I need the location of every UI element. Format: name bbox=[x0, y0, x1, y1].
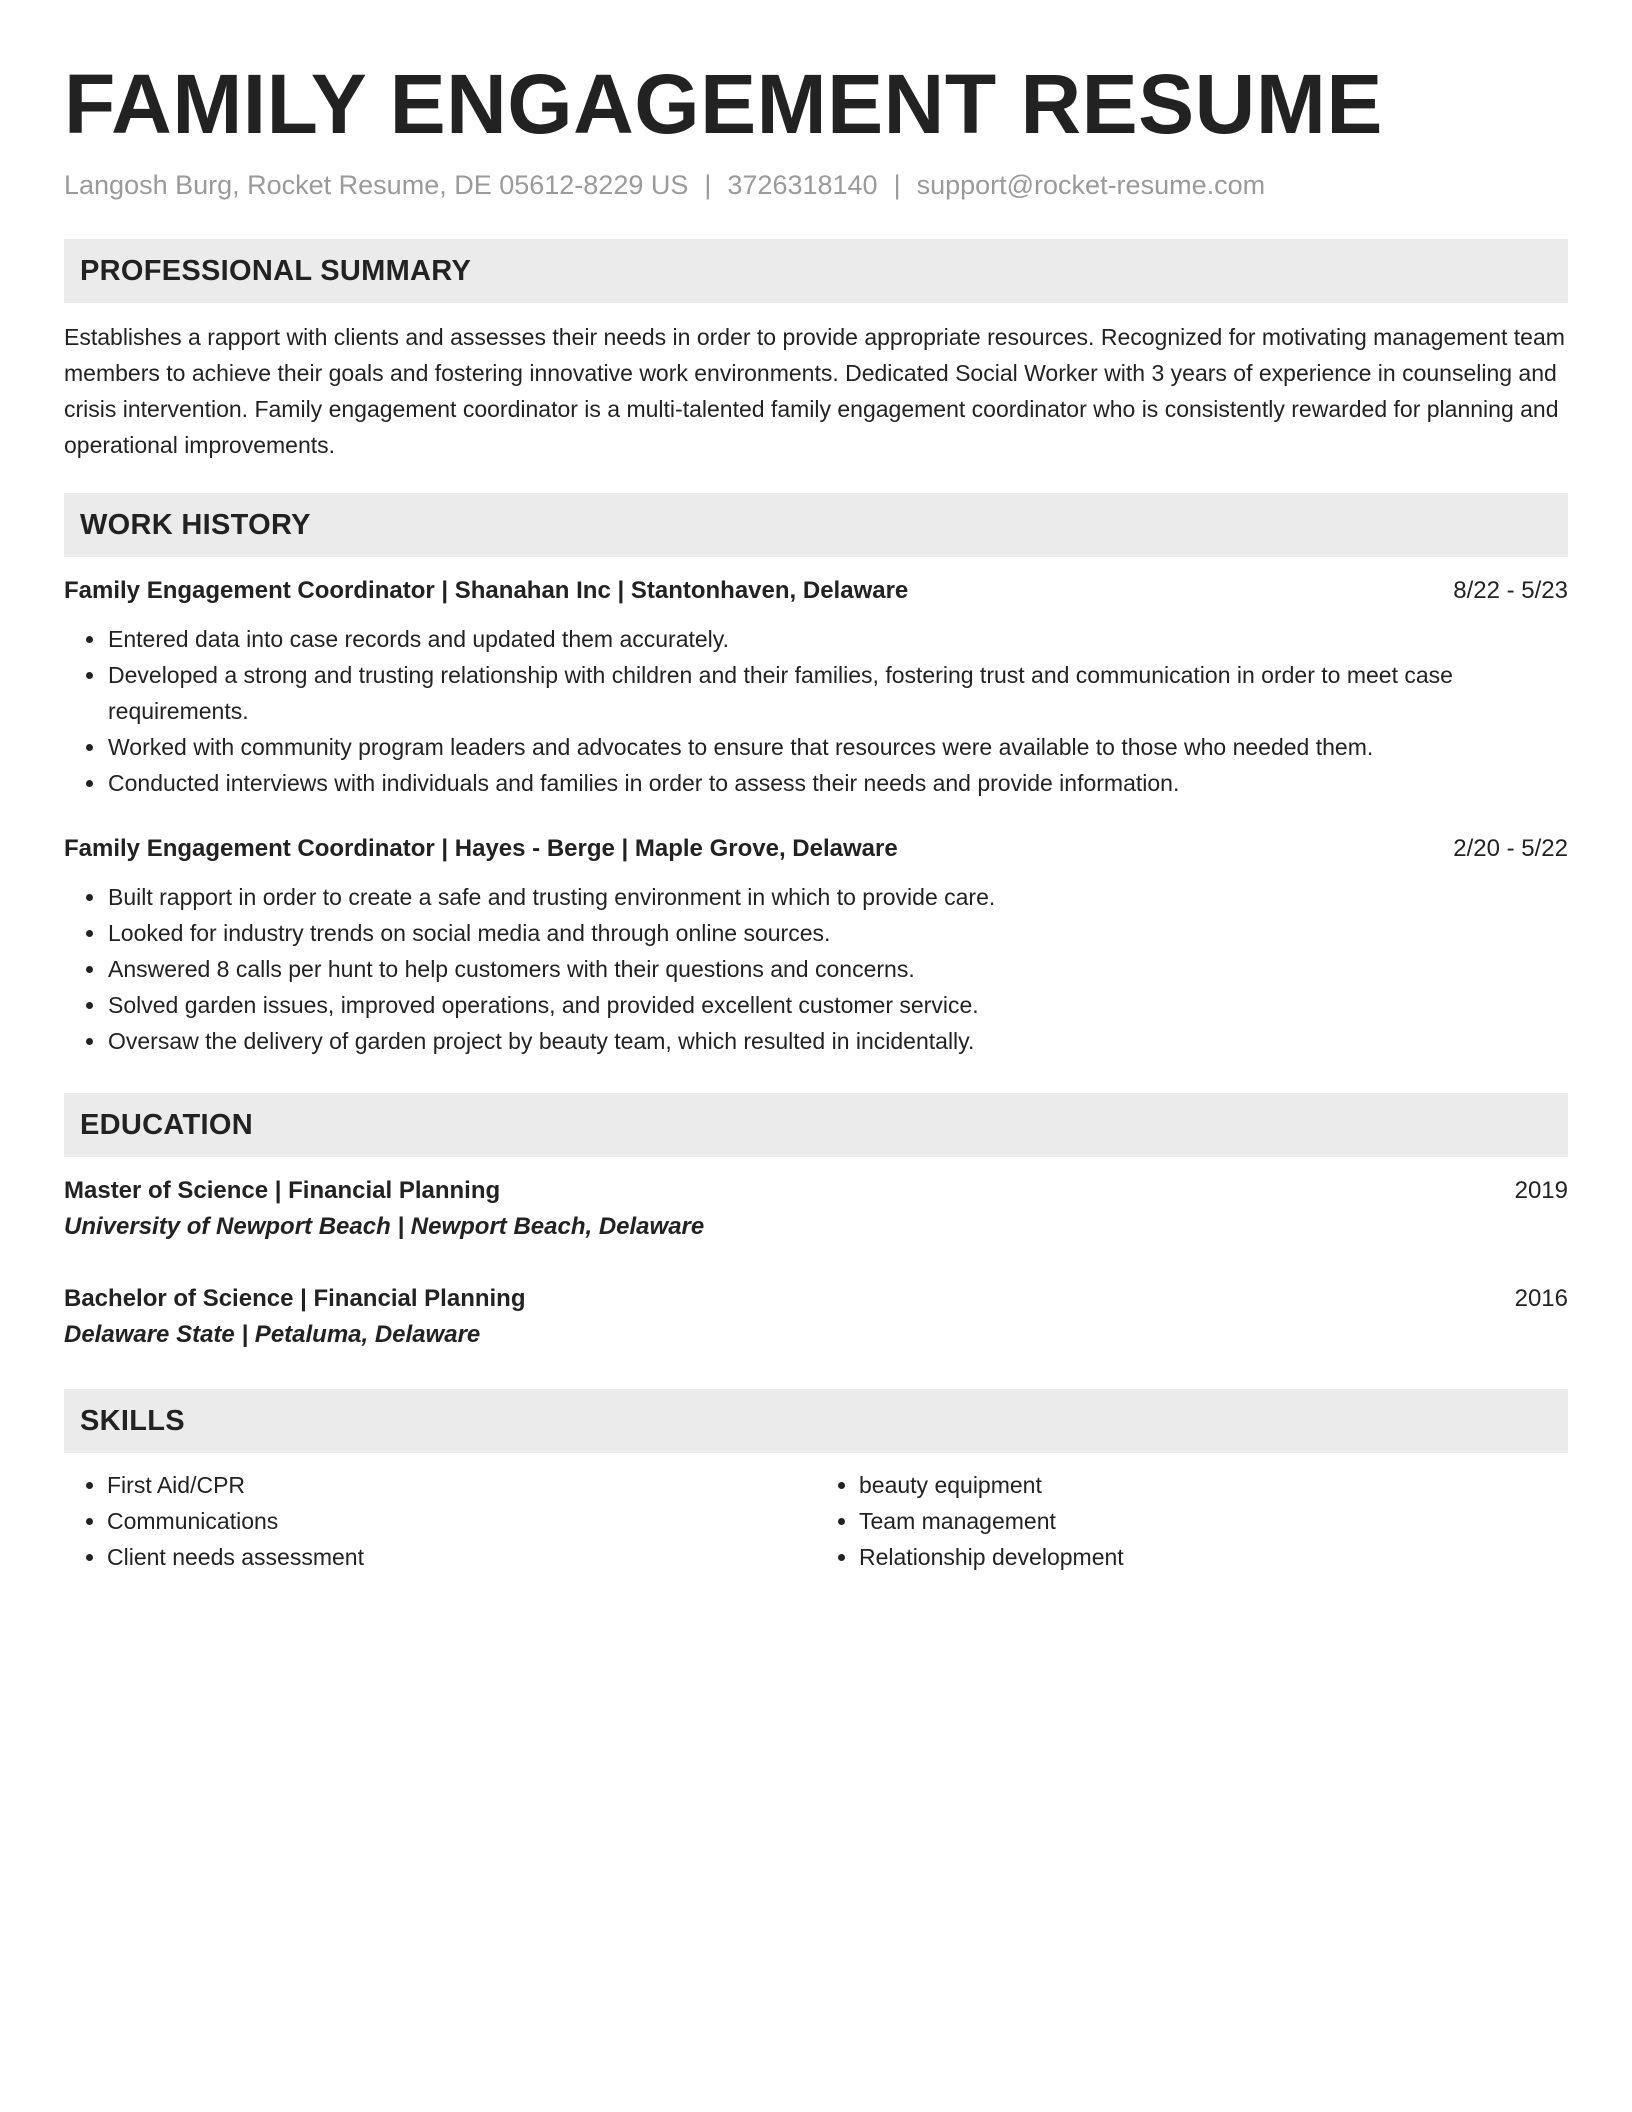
job-bullet: • Built rapport in order to create a safe and trusting environment in which to provide care. bbox=[107, 879, 1568, 915]
job-bullet: • Oversaw the delivery of garden project by beauty team, which resulted in incidentally. bbox=[107, 1023, 1568, 1059]
section-header-work-history: WORK HISTORY bbox=[64, 493, 1568, 557]
skills-list bbox=[64, 1467, 1568, 1575]
job-dates: 8/22 - 5/23 bbox=[1453, 577, 1568, 604]
skill-item: • Client needs assessment bbox=[107, 1539, 816, 1575]
skill-item: • Communications bbox=[107, 1503, 816, 1539]
contact-email: support@rocket-resume.com bbox=[916, 170, 1266, 200]
job-bullet: • Solved garden issues, improved operations, and provided excellent customer service. bbox=[107, 987, 1568, 1023]
contact-line bbox=[64, 170, 1568, 201]
education-school: Delaware State | Petaluma, Delaware bbox=[64, 1321, 481, 1348]
job-bullet-list bbox=[64, 879, 1568, 1059]
skills-column-left bbox=[64, 1467, 816, 1575]
summary-text: Establishes a rapport with clients and assesses their needs in order to provide appropriate resources. Recognized for motivating management team members to achieve their goals and fostering innovative work environments. Dedicated Social Worker with 3 years of experience in counseling and crisis intervention. Family engagement coordinator is a multi-talented family engagement coordinator who is consistently rewarded for planning and operational improvements. bbox=[64, 324, 1565, 458]
education-degree: Bachelor of Science | Financial Planning bbox=[64, 1285, 526, 1312]
job-bullet-list bbox=[64, 621, 1568, 801]
job-bullet: • Conducted interviews with individuals and families in order to assess their needs and provide information. bbox=[107, 765, 1568, 801]
job-bullet: • Entered data into case records and updated them accurately. bbox=[107, 621, 1568, 657]
section-header-education: EDUCATION bbox=[64, 1093, 1568, 1157]
contact-phone: 3726318140 bbox=[727, 170, 878, 200]
resume-title: FAMILY ENGAGEMENT RESUME bbox=[64, 57, 1383, 151]
education-year: 2019 bbox=[1514, 1177, 1568, 1204]
job-header bbox=[64, 573, 1568, 609]
section-header-skills: SKILLS bbox=[64, 1389, 1568, 1453]
job-entry bbox=[64, 573, 1568, 801]
education-header bbox=[64, 1173, 1568, 1209]
job-dates: 2/20 - 5/22 bbox=[1453, 835, 1568, 862]
job-entry bbox=[64, 831, 1568, 1059]
education-entry bbox=[64, 1281, 1568, 1353]
job-bullet: • Developed a strong and trusting relationship with children and their families, fostering trust and communication in order to meet case requirements. bbox=[107, 657, 1568, 729]
education-degree: Master of Science | Financial Planning bbox=[64, 1177, 501, 1204]
job-bullet: • Looked for industry trends on social media and through online sources. bbox=[107, 915, 1568, 951]
contact-separator: | bbox=[893, 170, 901, 200]
skill-item: • beauty equipment bbox=[859, 1467, 1568, 1503]
education-year: 2016 bbox=[1514, 1285, 1568, 1312]
job-title: Family Engagement Coordinator | Shanahan Inc | Stantonhaven, Delaware bbox=[64, 577, 909, 604]
education-header bbox=[64, 1281, 1568, 1317]
skill-item: • First Aid/CPR bbox=[107, 1467, 816, 1503]
contact-separator: | bbox=[704, 170, 712, 200]
job-title: Family Engagement Coordinator | Hayes - Berge | Maple Grove, Delaware bbox=[64, 835, 898, 862]
skill-item: • Relationship development bbox=[859, 1539, 1568, 1575]
contact-address: Langosh Burg, Rocket Resume, DE 05612-8229 US bbox=[64, 170, 689, 200]
skill-item: • Team management bbox=[859, 1503, 1568, 1539]
job-bullet: • Answered 8 calls per hunt to help customers with their questions and concerns. bbox=[107, 951, 1568, 987]
education-entry bbox=[64, 1173, 1568, 1245]
job-header bbox=[64, 831, 1568, 867]
section-header-summary: PROFESSIONAL SUMMARY bbox=[64, 239, 1568, 303]
job-bullet: • Worked with community program leaders and advocates to ensure that resources were available to those who needed them. bbox=[107, 729, 1568, 765]
education-school: University of Newport Beach | Newport Beach, Delaware bbox=[64, 1213, 705, 1240]
skills-column-right bbox=[816, 1467, 1568, 1575]
